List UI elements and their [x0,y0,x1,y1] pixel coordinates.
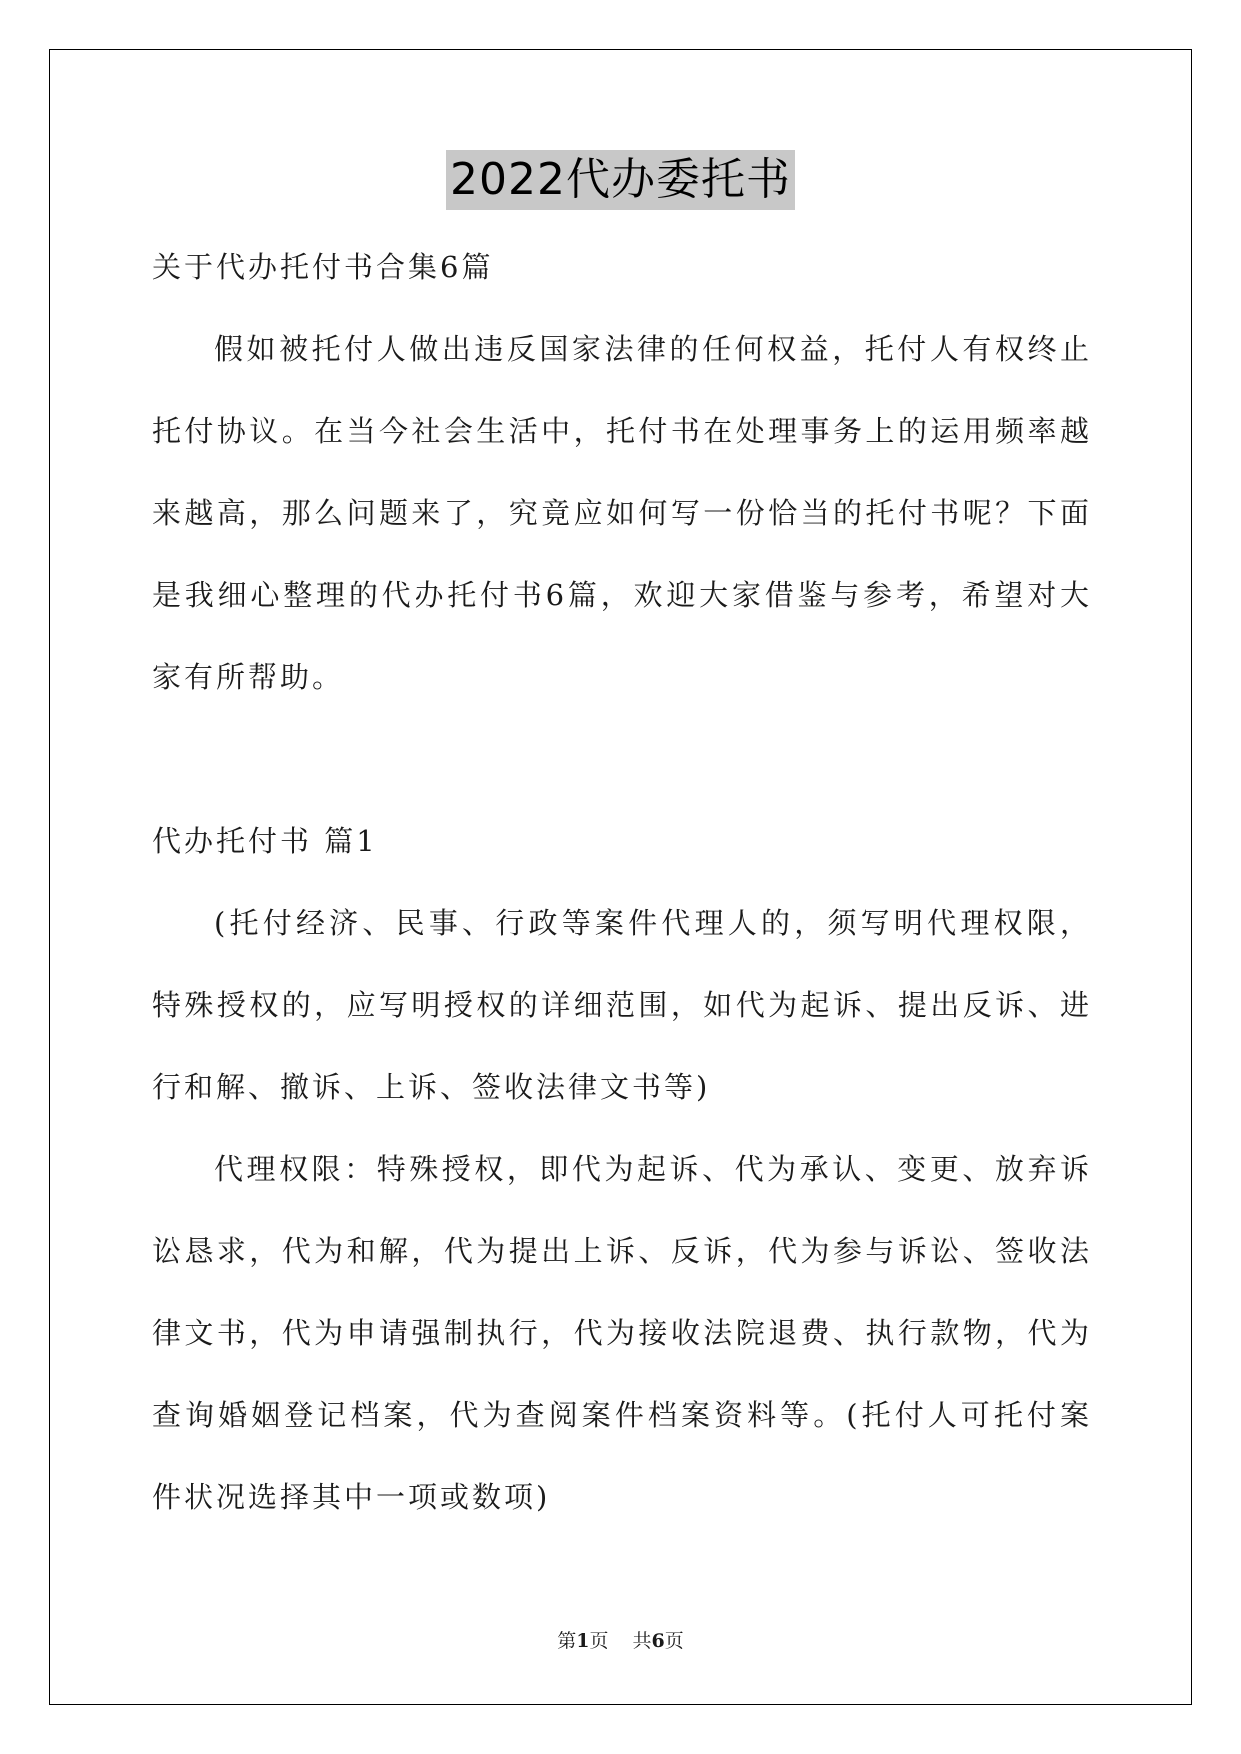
page-footer [0,1626,1241,1653]
document-title: 2022代办委托书 [446,150,795,210]
footer-page-number: 1 [576,1630,590,1652]
footer-total-prefix: 共 [632,1630,652,1652]
section-heading: 代办托付书 篇1 [152,824,378,858]
title-container [0,150,1241,210]
footer-total-pages: 6 [651,1630,665,1652]
spacer [152,718,1092,800]
intro-paragraph: 假如被托付人做出违反国家法律的任何权益，托付人有权终止托付协议。在当今社会生活中，托付书在处理事务上的运用频率越来越高，那么问题来了，究竟应如何写一份恰当的托付书呢？下面是我细心整理的代办托付书6篇，欢迎大家借鉴与参考，希望对大家有所帮助。 [152,332,1092,694]
document-body [152,226,1092,1538]
footer-page-suffix: 页 [589,1630,609,1652]
authority-paragraph: 代理权限：特殊授权，即代为起诉、代为承认、变更、放弃诉讼恳求，代为和解，代为提出上诉、反诉，代为参与诉讼、签收法律文书，代为申请强制执行，代为接收法院退费、执行款物，代为查询婚姻登记档案，代为查阅案件档案资料等。(托付人可托付案件状况选择其中一项或数项) [152,1152,1092,1514]
collection-heading: 关于代办托付书合集6篇 [152,250,494,284]
footer-page-prefix: 第 [557,1630,577,1652]
footer-total-suffix: 页 [664,1630,684,1652]
note-paragraph: (托付经济、民事、行政等案件代理人的，须写明代理权限，特殊授权的，应写明授权的详细范围，如代为起诉、提出反诉、进行和解、撤诉、上诉、签收法律文书等) [152,906,1092,1104]
